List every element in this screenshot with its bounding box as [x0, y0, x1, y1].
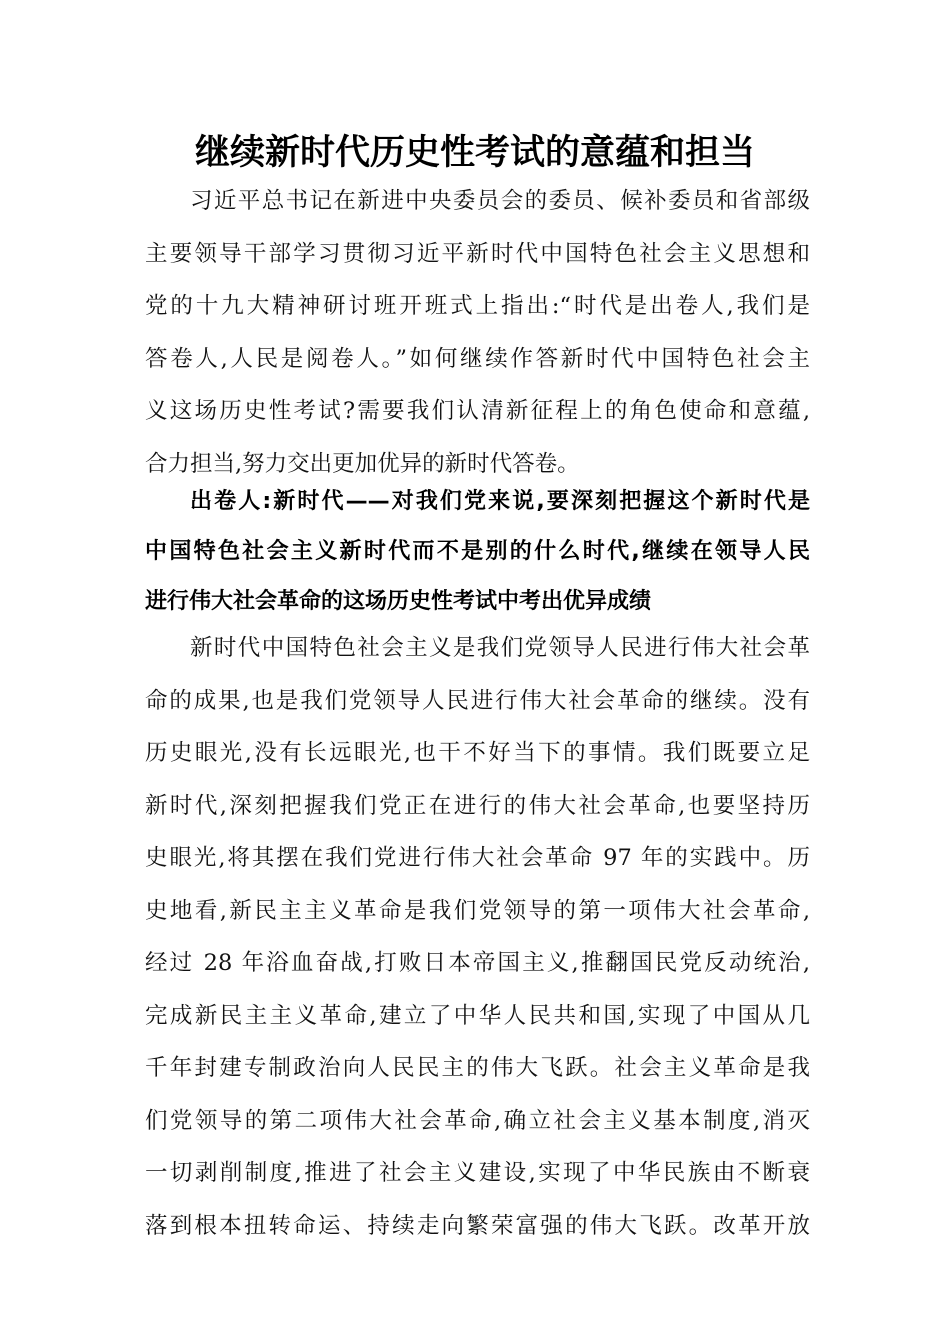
paragraph-line: 史地看,新民主主义革命是我们党领导的第一项伟大社会革命, [145, 897, 810, 924]
paragraph-line: 新时代中国特色社会主义是我们党领导人民进行伟大社会革 [190, 635, 810, 661]
paragraph-line: 一切剥削制度,推进了社会主义建设,实现了中华民族由不断衰 [145, 1160, 810, 1186]
paragraph-line: 千年封建专制政治向人民民主的伟大飞跃。社会主义革命是我 [145, 1055, 810, 1081]
document-title: 继续新时代历史性考试的意蕴和担当 [194, 132, 755, 173]
heading-line: 出卷人:新时代——对我们党来说,要深刻把握这个新时代是 [190, 489, 810, 514]
paragraph-line: 完成新民主主义革命,建立了中华人民共和国,实现了中国从几 [145, 1002, 810, 1029]
body-paragraph [145, 622, 810, 1252]
heading-line: 中国特色社会主义新时代而不是别的什么时代,继续在领导人民 [145, 539, 810, 564]
paragraph-line: 习近平总书记在新进中央委员会的委员、候补委员和省部级 [190, 188, 810, 214]
paragraph-line: 历史眼光,没有长远眼光,也干不好当下的事情。我们既要立足 [145, 740, 810, 766]
paragraph-line: 党的十九大精神研讨班开班式上指出:“时代是出卷人,我们是 [145, 293, 810, 319]
paragraph-line: 落到根本扭转命运、持续走向繁荣富强的伟大飞跃。改革开放 [145, 1212, 810, 1239]
paragraph-line: 新时代,深刻把握我们党正在进行的伟大社会革命,也要坚持历 [145, 792, 810, 819]
paragraph-line: 义这场历史性考试?需要我们认清新征程上的角色使命和意蕴, [145, 398, 810, 424]
paragraph-line: 经过 28 年浴血奋战,打败日本帝国主义,推翻国民党反动统治, [145, 950, 810, 976]
paragraph-line: 史眼光,将其摆在我们党进行伟大社会革命 97 年的实践中。历 [145, 845, 810, 871]
paragraph-line: 合力担当,努力交出更加优异的新时代答卷。 [145, 450, 580, 477]
section-heading [145, 477, 810, 627]
paragraph-line: 们党领导的第二项伟大社会革命,确立社会主义基本制度,消灭 [145, 1107, 810, 1134]
paragraph-line: 命的成果,也是我们党领导人民进行伟大社会革命的继续。没有 [145, 687, 810, 714]
intro-paragraph [145, 175, 810, 490]
heading-line: 进行伟大社会革命的这场历史性考试中考出优异成绩 [145, 589, 652, 614]
paragraph-line: 主要领导干部学习贯彻习近平新时代中国特色社会主义思想和 [145, 240, 810, 267]
paragraph-line: 答卷人,人民是阅卷人。”如何继续作答新时代中国特色社会主 [145, 345, 810, 372]
